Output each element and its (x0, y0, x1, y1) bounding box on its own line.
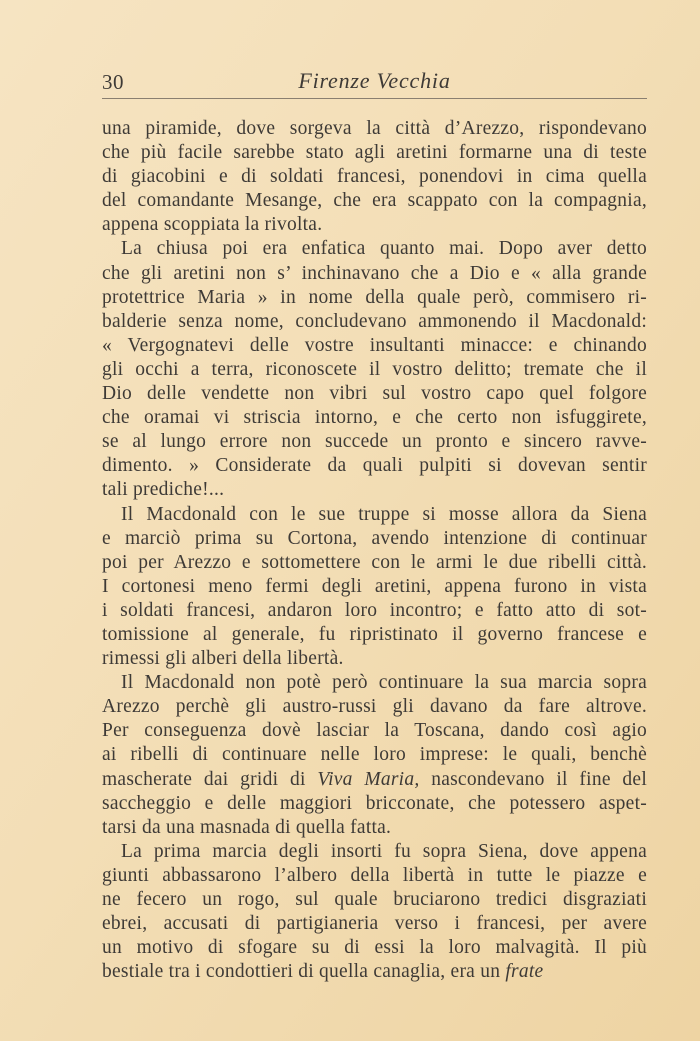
text-line: appena scoppiata la rivolta. (102, 214, 323, 236)
text-line: Per conseguenza dovè lasciar la Toscana, dando così agio (102, 720, 647, 742)
text-line: un motivo di sfogare su di essi la loro malvagità. Il più (102, 937, 647, 959)
text-line: I cortonesi meno fermi degli aretini, appena furono in vista (102, 575, 647, 597)
text-line: tali prediche!... (102, 479, 225, 501)
italic-text: Viva Maria, (317, 768, 420, 790)
text-line: bestiale tra i condottieri di quella canaglia, era un frate (102, 961, 544, 983)
paragraph (102, 117, 647, 237)
text-line: Il Macdonald non potè però continuare la sua marcia sopra (121, 672, 647, 694)
text-line: che gli aretini non s’ inchinavano che a Dio e « alla grande (102, 262, 647, 284)
text-line: balderie senza nome, concludevano ammonendo il Macdonald: (102, 310, 647, 332)
text-line: se al lungo errore non succede un pronto e sincero ravve- (102, 431, 647, 453)
italic-text: frate (505, 961, 544, 983)
text-line: poi per Arezzo e sottomettere con le armi le due ribelli città. (102, 551, 647, 573)
text-line: una piramide, dove sorgeva la città d’Arezzo, rispondevano (102, 118, 647, 139)
running-title: Firenze Vecchia (298, 68, 451, 93)
text-line: dimento. » Considerate da quali pulpiti si dovevan sentir (102, 455, 647, 477)
text-line: La prima marcia degli insorti fu sopra Siena, dove appena (121, 840, 647, 862)
paragraph (102, 503, 647, 672)
text-line: tarsi da una masnada di quella fatta. (102, 816, 392, 838)
page-number: 30 (102, 70, 124, 94)
text-line: i soldati francesi, andaron loro incontro; e fatto atto di sot- (102, 599, 647, 621)
text-line: saccheggio e delle maggiori bricconate, che potessero aspet- (102, 792, 647, 814)
text-line: ai ribelli di continuare nelle loro imprese: le quali, benchè (102, 744, 647, 766)
text-line: che oramai vi striscia intorno, e che certo non isfuggirete, (102, 407, 647, 429)
text-line: protettrice Maria » in nome della quale però, commisero ri- (102, 286, 647, 308)
paragraph (102, 840, 647, 985)
page-header (102, 64, 647, 99)
text-line: rimessi gli alberi della libertà. (102, 648, 344, 670)
text-line: tomissione al generale, fu ripristinato il governo francese e (102, 623, 647, 645)
text-line: che più facile sarebbe stato agli aretini formarne una di teste (102, 142, 647, 164)
text-line: ebrei, accusati di partigianeria verso i francesi, per avere (102, 913, 647, 935)
paragraph (102, 237, 647, 502)
text-line: Arezzo perchè gli austro-russi gli davano da fare altrove. (102, 696, 647, 718)
text-line: Dio delle vendette non vibri sul vostro capo quel folgore (102, 383, 647, 405)
body-text (102, 117, 647, 984)
paragraph (102, 671, 647, 840)
text-line: di giacobini e di soldati francesi, ponendovi in cima quella (102, 166, 647, 188)
text-line: del comandante Mesange, che era scappato con la compagnia, (102, 190, 647, 212)
text-line: e marciò prima su Cortona, avendo intenzione di continuar (102, 527, 647, 549)
text-line: La chiusa poi era enfatica quanto mai. Dopo aver detto (121, 238, 647, 260)
text-line: ne fecero un rogo, sul quale bruciarono tredici disgraziati (102, 889, 647, 910)
text-line: giunti abbassarono l’albero della libertà in tutte le piazze e (102, 864, 647, 886)
text-line: Il Macdonald con le sue truppe si mosse allora da Siena (121, 503, 647, 525)
text-line: gli occhi a terra, riconoscete il vostro delitto; tremate che il (102, 358, 647, 380)
text-line: « Vergognatevi delle vostre insultanti minacce: e chinando (102, 334, 647, 356)
text-line: mascherate dai gridi di Viva Maria, nascondevano il fine del (102, 768, 648, 790)
